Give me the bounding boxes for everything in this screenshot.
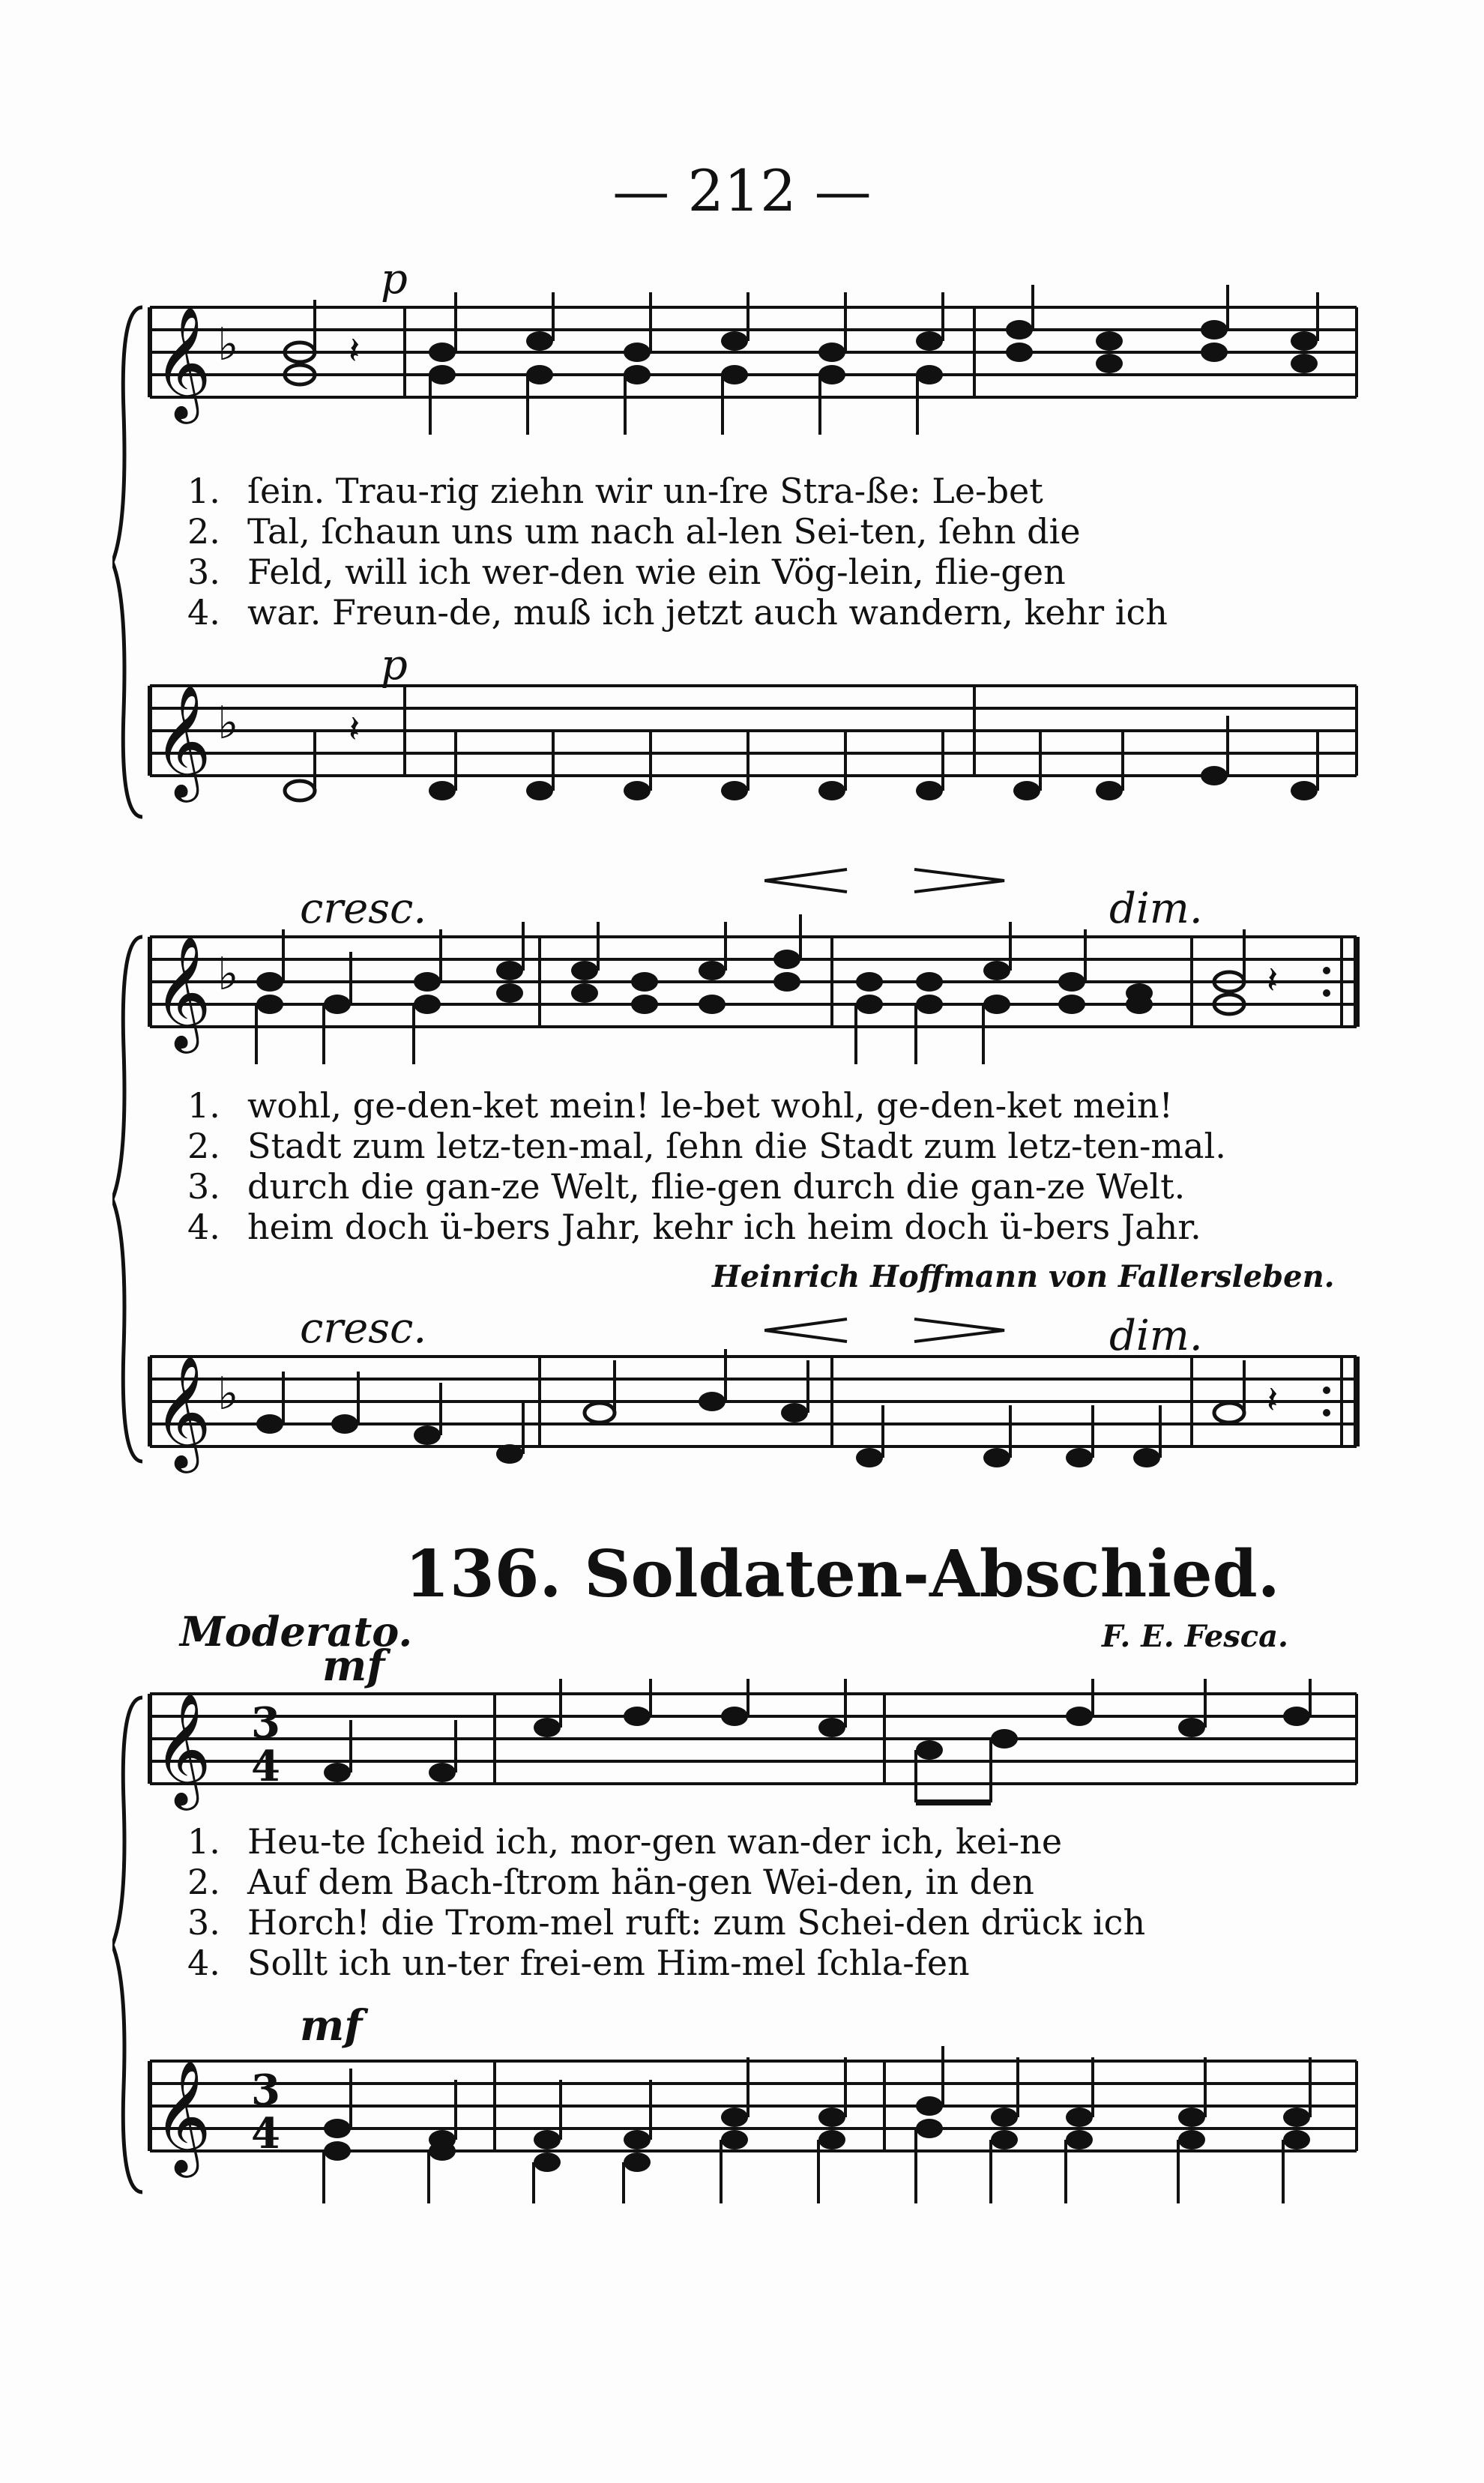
lyric-line: 1. ſein. Trau-rig ziehn wir un-ſre Stra-ße: Le-bet [187,471,1043,511]
svg-text:3: 3 [251,2066,280,2115]
staff-bass-3 [0,2039,1484,2211]
lyric-line: 4. war. Freun-de, muß ich jetzt auch wandern, kehr ich [187,592,1168,633]
svg-text:𝄽: 𝄽 [1267,1378,1279,1422]
composer-credit: F. E. Fesca. [1102,1619,1288,1654]
staff-treble-3 [0,1679,1484,1829]
lyric-line: 3. Feld, will ich wer-den wie ein Vög-lein, flie-gen [187,552,1066,592]
lyric-line: 1. wohl, ge-den-ket mein! le-bet wohl, ge-den-ket mein! [187,1085,1174,1126]
dynamic-dim-bottom: dim. [1109,1312,1203,1360]
lyric-line: 4. heim doch ü-bers Jahr, kehr ich heim doch ü-bers Jahr. [187,1207,1201,1247]
svg-text:♭: ♭ [217,948,239,1001]
svg-text:𝄞: 𝄞 [154,1354,211,1468]
dynamic-piano-bottom: p [381,641,408,690]
lyric-line: 3. durch die gan-ze Welt, flie-gen durch die gan-ze Welt. [187,1166,1186,1207]
svg-text:♭: ♭ [217,1368,239,1420]
svg-text:♭: ♭ [217,697,239,749]
lyric-line: 2. Auf dem Bach-ſtrom hän-gen Wei-den, in den [187,1862,1034,1902]
time-signature: 3 [251,1698,280,1748]
system-brace [112,300,157,824]
staff-treble-2 [0,914,1484,1087]
dynamic-cresc-top: cresc. [300,884,427,933]
svg-text:𝄽: 𝄽 [1267,959,1279,1002]
dynamic-dim-top: dim. [1109,884,1203,933]
svg-text:𝄞: 𝄞 [154,2059,211,2173]
svg-text:𝄞: 𝄞 [154,684,211,797]
lyric-line: 1. Heu-te ſcheid ich, mor-gen wan-der ich, kei-ne [187,1821,1063,1862]
lyric-line: 4. Sollt ich un-ter frei-em Him-mel ſchla-fen [187,1943,970,1983]
dynamic-mf-top: mf [322,1641,385,1691]
lyric-line: 3. Horch! die Trom-mel ruft: zum Schei-den drück ich [187,1902,1146,1943]
tempo-marking: Moderato. [180,1608,413,1656]
dynamic-cresc-bottom: cresc. [300,1304,427,1353]
svg-text:𝄞: 𝄞 [154,305,211,419]
svg-text:𝄞: 𝄞 [154,935,211,1049]
staff-bass-1 [0,671,1484,821]
svg-text:𝄽: 𝄽 [349,329,361,372]
system-brace [112,929,157,1469]
svg-text:𝄞: 𝄞 [154,1692,211,1805]
svg-text:𝄽: 𝄽 [349,708,361,751]
svg-text:4: 4 [251,1742,280,1791]
staff-bass-2 [0,1342,1484,1484]
svg-text:♭: ♭ [217,319,239,371]
page-number: — 212 — [612,157,872,224]
dynamic-piano-top: p [381,255,408,304]
dynamic-mf-bottom: mf [300,2001,363,2051]
system-brace [112,1690,157,2200]
staff-treble-1 [0,285,1484,457]
lyricist-credit: Heinrich Hoffmann von Fallersleben. [712,1259,1335,1294]
svg-text:4: 4 [251,2109,280,2158]
lyric-line: 2. Stadt zum letz-ten-mal, ſehn die Stadt zum letz-ten-mal. [187,1126,1226,1166]
hairpins-top [764,862,1012,907]
song-title: 136. Soldaten-Abschied. [405,1536,1280,1612]
lyric-line: 2. Tal, ſchaun uns um nach al-len Sei-ten, ſehn die [187,511,1081,552]
